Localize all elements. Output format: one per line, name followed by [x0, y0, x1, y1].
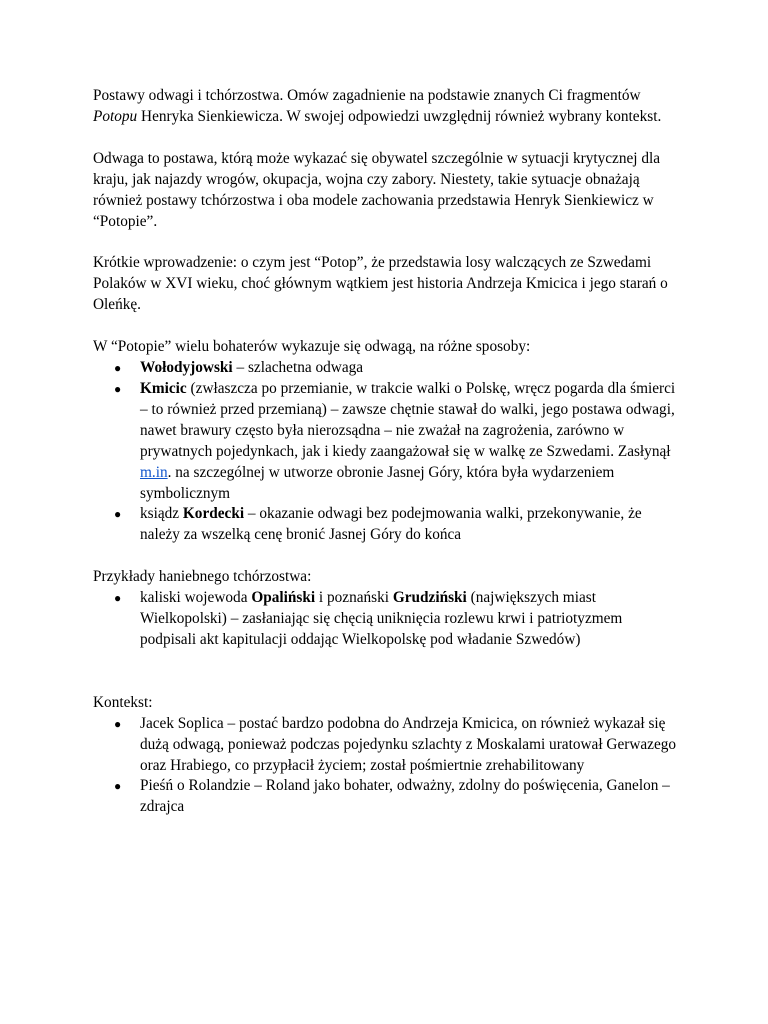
cowardice-heading: Przykłady haniebnego tchórzostwa:: [93, 568, 312, 586]
list-item: ● Kmicic (zwłaszcza po przemianie, w trakcie walki o Polskę, wręcz pogarda dla śmierci – to również przed przemianą) – zawsze chętnie stawał do walki, jego postawa odwagi, nawet brawury często była nierozsądna – nie zważał na zagrożenia, zarówno w prywatnych pojedynkach, jak i kiedy zaangażował się w walkę ze Szwedami. Zasłynął m.in. na szczególnej w utworze obronie Jasnej Góry, która była wydarzeniem symbolicznym: [114, 379, 676, 502]
cowardice-list: [93, 588, 678, 651]
bullet-icon: ●: [114, 779, 122, 794]
intro-paragraph: Odwaga to postawa, którą może wykazać się obywatel szczególnie w sytuacji krytycznej dla kraju, jak najazdy wrogów, okupacja, wojna czy zabory. Niestety, takie sytuacje obnażają również postawy tchórzostwa i oba modele zachowania przedstawia Henryk Sienkiewicz w “Potopie”.: [93, 149, 661, 230]
list-item: ● Wołodyjowski – szlachetna odwaga: [93, 358, 678, 379]
bullet-icon: ●: [114, 507, 122, 522]
task-prompt: Postawy odwagi i tchórzostwa. Omów zagadnienie na podstawie znanych Ci fragmentów Potopu Henryka Sienkiewicza. W swojej odpowiedzi uwzględnij również wybrany kontekst.: [93, 87, 662, 125]
courage-list: [93, 358, 678, 546]
short-intro-paragraph: Krótkie wprowadzenie: o czym jest “Potop”, że przedstawia losy walczących ze Szwedami Polaków w XVI wieku, choć głównym wątkiem jest historia Andrzeja Kmicica i jego starań o Oleńkę.: [93, 254, 668, 314]
bullet-icon: ●: [114, 381, 122, 396]
link-min[interactable]: m.in: [140, 463, 168, 481]
list-item: ● Pieśń o Rolandzie – Roland jako bohater, odważny, zdolny do poświęcenia, Ganelon – zdrajca: [114, 777, 670, 816]
context-heading: Kontekst:: [93, 693, 153, 711]
context-list: [93, 714, 678, 819]
bullet-icon: ●: [114, 361, 122, 376]
list-item: ● Jacek Soplica – postać bardzo podobna do Andrzeja Kmicica, on również wykazał się dużą odwagą, ponieważ podczas pojedynku szlachty z Moskalami uratował Gerwazego oraz Hrabiego, co przypłacił życiem; został pośmiertnie zrehabilitowany: [114, 714, 677, 774]
bullet-icon: ●: [114, 591, 122, 606]
bullet-icon: ●: [114, 716, 122, 731]
list-item: ● kaliski wojewoda Opaliński i poznański Grudziński (największych miast Wielkopolski) – zasłaniając się chęcią uniknięcia rozlewu krwi i patriotyzmem podpisali akt kapitulacji oddając Wielkopolskę pod władanie Szwedów): [114, 589, 623, 648]
list-item: ● ksiądz Kordecki – okazanie odwagi bez podejmowania walki, przekonywanie, że należy za wszelką cenę bronić Jasnej Góry do końca: [114, 505, 642, 544]
work-title: Potopu: [93, 107, 138, 125]
courage-heading: W “Potopie” wielu bohaterów wykazuje się odwagą, na różne sposoby:: [93, 338, 531, 356]
